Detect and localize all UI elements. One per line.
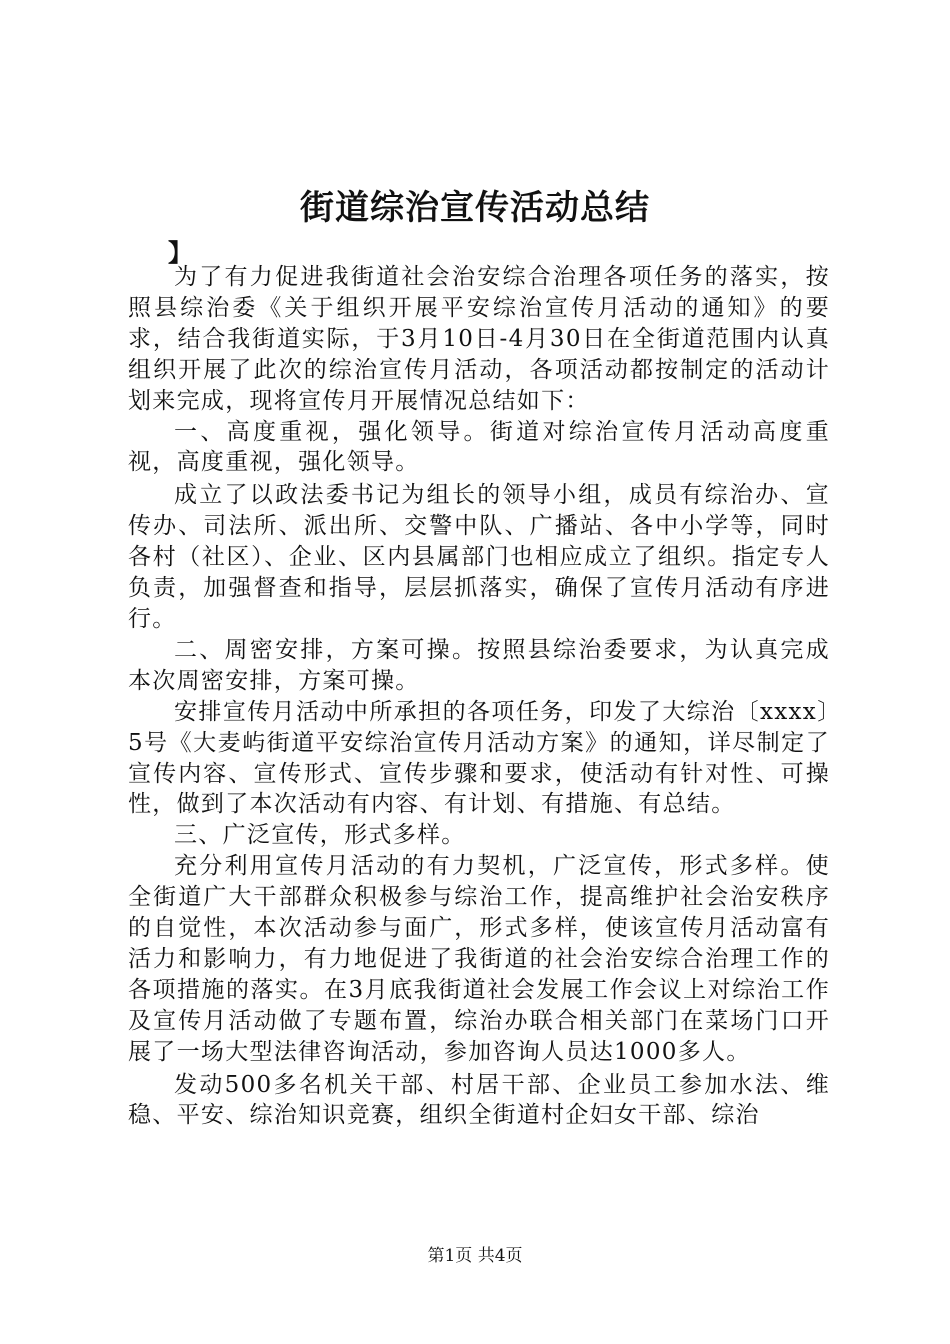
paragraph: 发动500多名机关干部、村居干部、企业员工参加水法、维稳、平安、综治知识竞赛，组织全街道村企妇女干部、综治	[128, 1071, 830, 1129]
paragraph: 充分利用宣传月活动的有力契机，广泛宣传，形式多样。使全街道广大干部群众积极参与综治工作，提高维护社会治安秩序的自觉性，本次活动参与面广，形式多样，使该宣传月活动富有活力和影响力，有力地促进了我街道的社会治安综合治理工作的各项措施的落实。在3月底我街道社会发展工作会议上对综治工作及宣传月活动做了专题布置，综治办联合相关部门在菜场门口开展了一场大型法律咨询活动，参加咨询人员达1000多人。	[128, 853, 830, 1065]
bracket-mark: 】	[168, 238, 192, 267]
paragraph: 安排宣传月活动中所承担的各项任务，印发了大综治〔xxxx〕5号《大麦屿街道平安综治宣传月活动方案》的通知，详尽制定了宣传内容、宣传形式、宣传步骤和要求，使活动有针对性、可操性，做到了本次活动有内容、有计划、有措施、有总结。	[128, 698, 830, 818]
document-body	[128, 262, 830, 1131]
section-heading-paragraph: 一、高度重视，强化领导。街道对综治宣传月活动高度重视，高度重视，强化领导。	[128, 418, 830, 476]
paragraph: 成立了以政法委书记为组长的领导小组，成员有综治办、宣传办、司法所、派出所、交警中队、广播站、各中小学等，同时各村（社区）、企业、区内县属部门也相应成立了组织。指定专人负责，加强督查和指导，层层抓落实，确保了宣传月活动有序进行。	[128, 482, 830, 632]
document-title: 街道综治宣传活动总结	[300, 188, 650, 228]
section-heading-paragraph: 二、周密安排，方案可操。按照县综治委要求，为认真完成本次周密安排，方案可操。	[128, 636, 830, 694]
page-footer: 第1页 共4页	[427, 1246, 523, 1266]
section-heading-paragraph: 三、广泛宣传，形式多样。	[174, 822, 466, 849]
paragraph: 为了有力促进我街道社会治安综合治理各项任务的落实，按照县综治委《关于组织开展平安综治宣传月活动的通知》的要求，结合我街道实际，于3月10日-4月30日在全街道范围内认真组织开展了此次的综治宣传月活动，各项活动都按制定的活动计划来完成，现将宣传月开展情况总结如下：	[128, 264, 830, 414]
